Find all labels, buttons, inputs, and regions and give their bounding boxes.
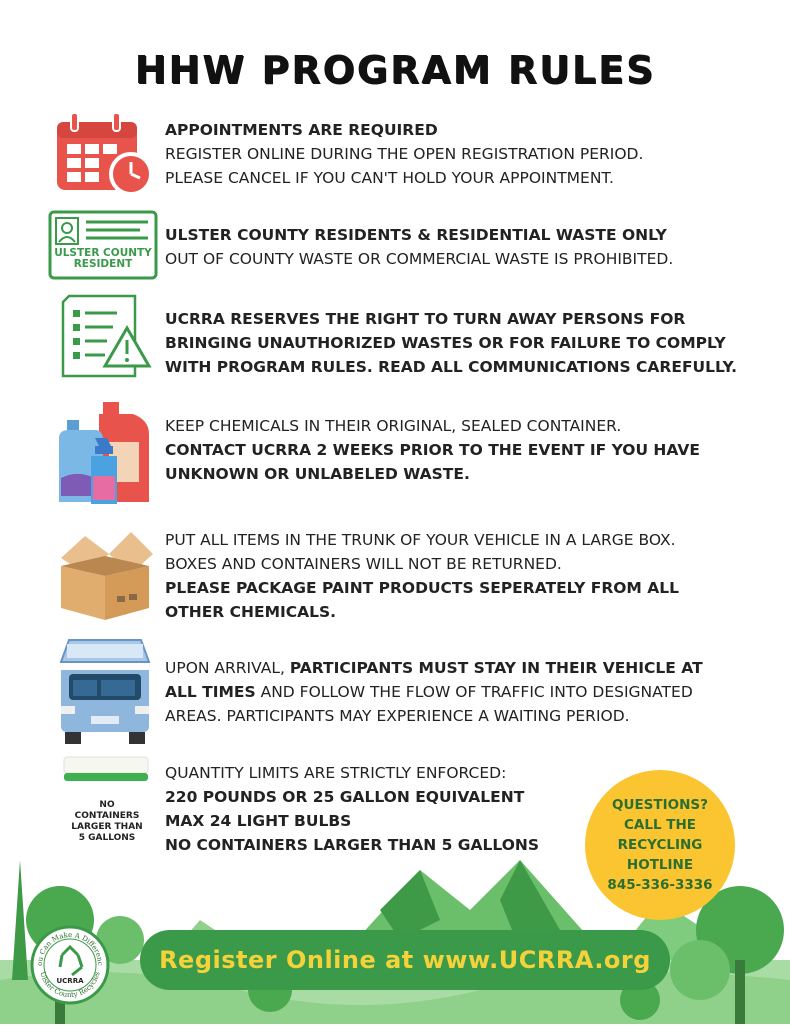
car-open-trunk-icon <box>55 636 155 746</box>
ucrra-seal-logo <box>30 925 110 1005</box>
calendar-icon <box>55 110 155 198</box>
rule-7-line-2: 220 POUNDS OR 25 GALLON EQUIVALENT <box>165 788 525 806</box>
container-note-line-1: NO <box>99 800 115 810</box>
rule-4-line-3: UNKNOWN OR UNLABELED WASTE. <box>165 465 470 483</box>
rule-3-line-2: BRINGING UNAUTHORIZED WASTES OR FOR FAILURE TO COMPLY <box>165 334 726 352</box>
rule-6-line-3: AREAS. PARTICIPANTS MAY EXPERIENCE A WAITING PERIOD. <box>165 707 630 725</box>
rule-7-line-1: QUANTITY LIMITS ARE STRICTLY ENFORCED: <box>165 764 507 782</box>
arrival-lead: UPON ARRIVAL, <box>165 659 290 677</box>
seal-top-text: ou Can Make A Difference <box>35 930 105 967</box>
checklist-warning-icon <box>55 292 155 384</box>
hotline-phone: 845-336-3336 <box>607 877 713 893</box>
rule-5-line-4: OTHER CHEMICALS. <box>165 603 337 621</box>
hotline-badge <box>585 770 735 920</box>
resident-card-label-1: ULSTER COUNTY <box>54 247 152 259</box>
hotline-line-4: HOTLINE <box>626 857 694 873</box>
resident-card-label-2: RESIDENT <box>73 258 133 270</box>
container-note <box>62 800 152 844</box>
rule-5-line-2: BOXES AND CONTAINERS WILL NOT BE RETURNED. <box>165 555 562 573</box>
rule-2-line-1: ULSTER COUNTY RESIDENTS & RESIDENTIAL WASTE ONLY <box>165 226 667 244</box>
arrival-rest: AND FOLLOW THE FLOW OF TRAFFIC INTO DESIGNATED <box>255 683 693 701</box>
rule-4-line-2: CONTACT UCRRA 2 WEEKS PRIOR TO THE EVENT IF YOU HAVE <box>165 441 700 459</box>
rule-3-line-1: UCRRA RESERVES THE RIGHT TO TURN AWAY PERSONS FOR <box>165 310 686 328</box>
seal-bottom-text: Ulster County Recycles <box>38 970 102 1000</box>
arrival-bold-2: ALL TIMES <box>165 683 256 701</box>
container-note-line-3: LARGER THAN <box>71 822 143 832</box>
container-note-line-2: CONTAINERS <box>74 811 140 821</box>
cardboard-box-icon <box>55 528 155 624</box>
rule-1-line-1: APPOINTMENTS ARE REQUIRED <box>165 121 438 139</box>
resident-id-card-icon <box>48 210 158 280</box>
container-lid-icon <box>62 755 150 783</box>
rule-3-line-3: WITH PROGRAM RULES. READ ALL COMMUNICATIONS CAREFULLY. <box>165 358 738 376</box>
chemical-bottles-icon <box>55 398 155 508</box>
page-title: HHW PROGRAM RULES <box>134 48 656 92</box>
container-note-line-4: 5 GALLONS <box>78 833 136 843</box>
rule-7-line-4: NO CONTAINERS LARGER THAN 5 GALLONS <box>165 836 540 854</box>
rule-2-line-2: OUT OF COUNTY WASTE OR COMMERCIAL WASTE IS PROHIBITED. <box>165 250 674 268</box>
hotline-line-3: RECYCLING <box>617 837 703 853</box>
rule-6-line-2 <box>165 680 765 704</box>
rule-1-line-2: REGISTER ONLINE DURING THE OPEN REGISTRATION PERIOD. <box>165 145 644 163</box>
rule-5-line-1: PUT ALL ITEMS IN THE TRUNK OF YOUR VEHICLE IN A LARGE BOX. <box>165 531 676 549</box>
rule-4-line-1: KEEP CHEMICALS IN THEIR ORIGINAL, SEALED CONTAINER. <box>165 417 622 435</box>
hotline-line-1: QUESTIONS? <box>612 797 708 813</box>
register-online-link[interactable]: Register Online at www.UCRRA.org <box>140 930 670 990</box>
rule-6-line-1 <box>165 656 765 680</box>
rule-5-line-3: PLEASE PACKAGE PAINT PRODUCTS SEPERATELY FROM ALL <box>165 579 680 597</box>
rule-7-line-3: MAX 24 LIGHT BULBS <box>165 812 352 830</box>
arrival-bold-1: PARTICIPANTS MUST STAY IN THEIR VEHICLE AT <box>289 659 703 677</box>
rule-1-line-3: PLEASE CANCEL IF YOU CAN'T HOLD YOUR APPOINTMENT. <box>165 169 614 187</box>
hotline-line-2: CALL THE <box>624 817 696 833</box>
seal-center-text: UCRRA <box>56 977 84 985</box>
